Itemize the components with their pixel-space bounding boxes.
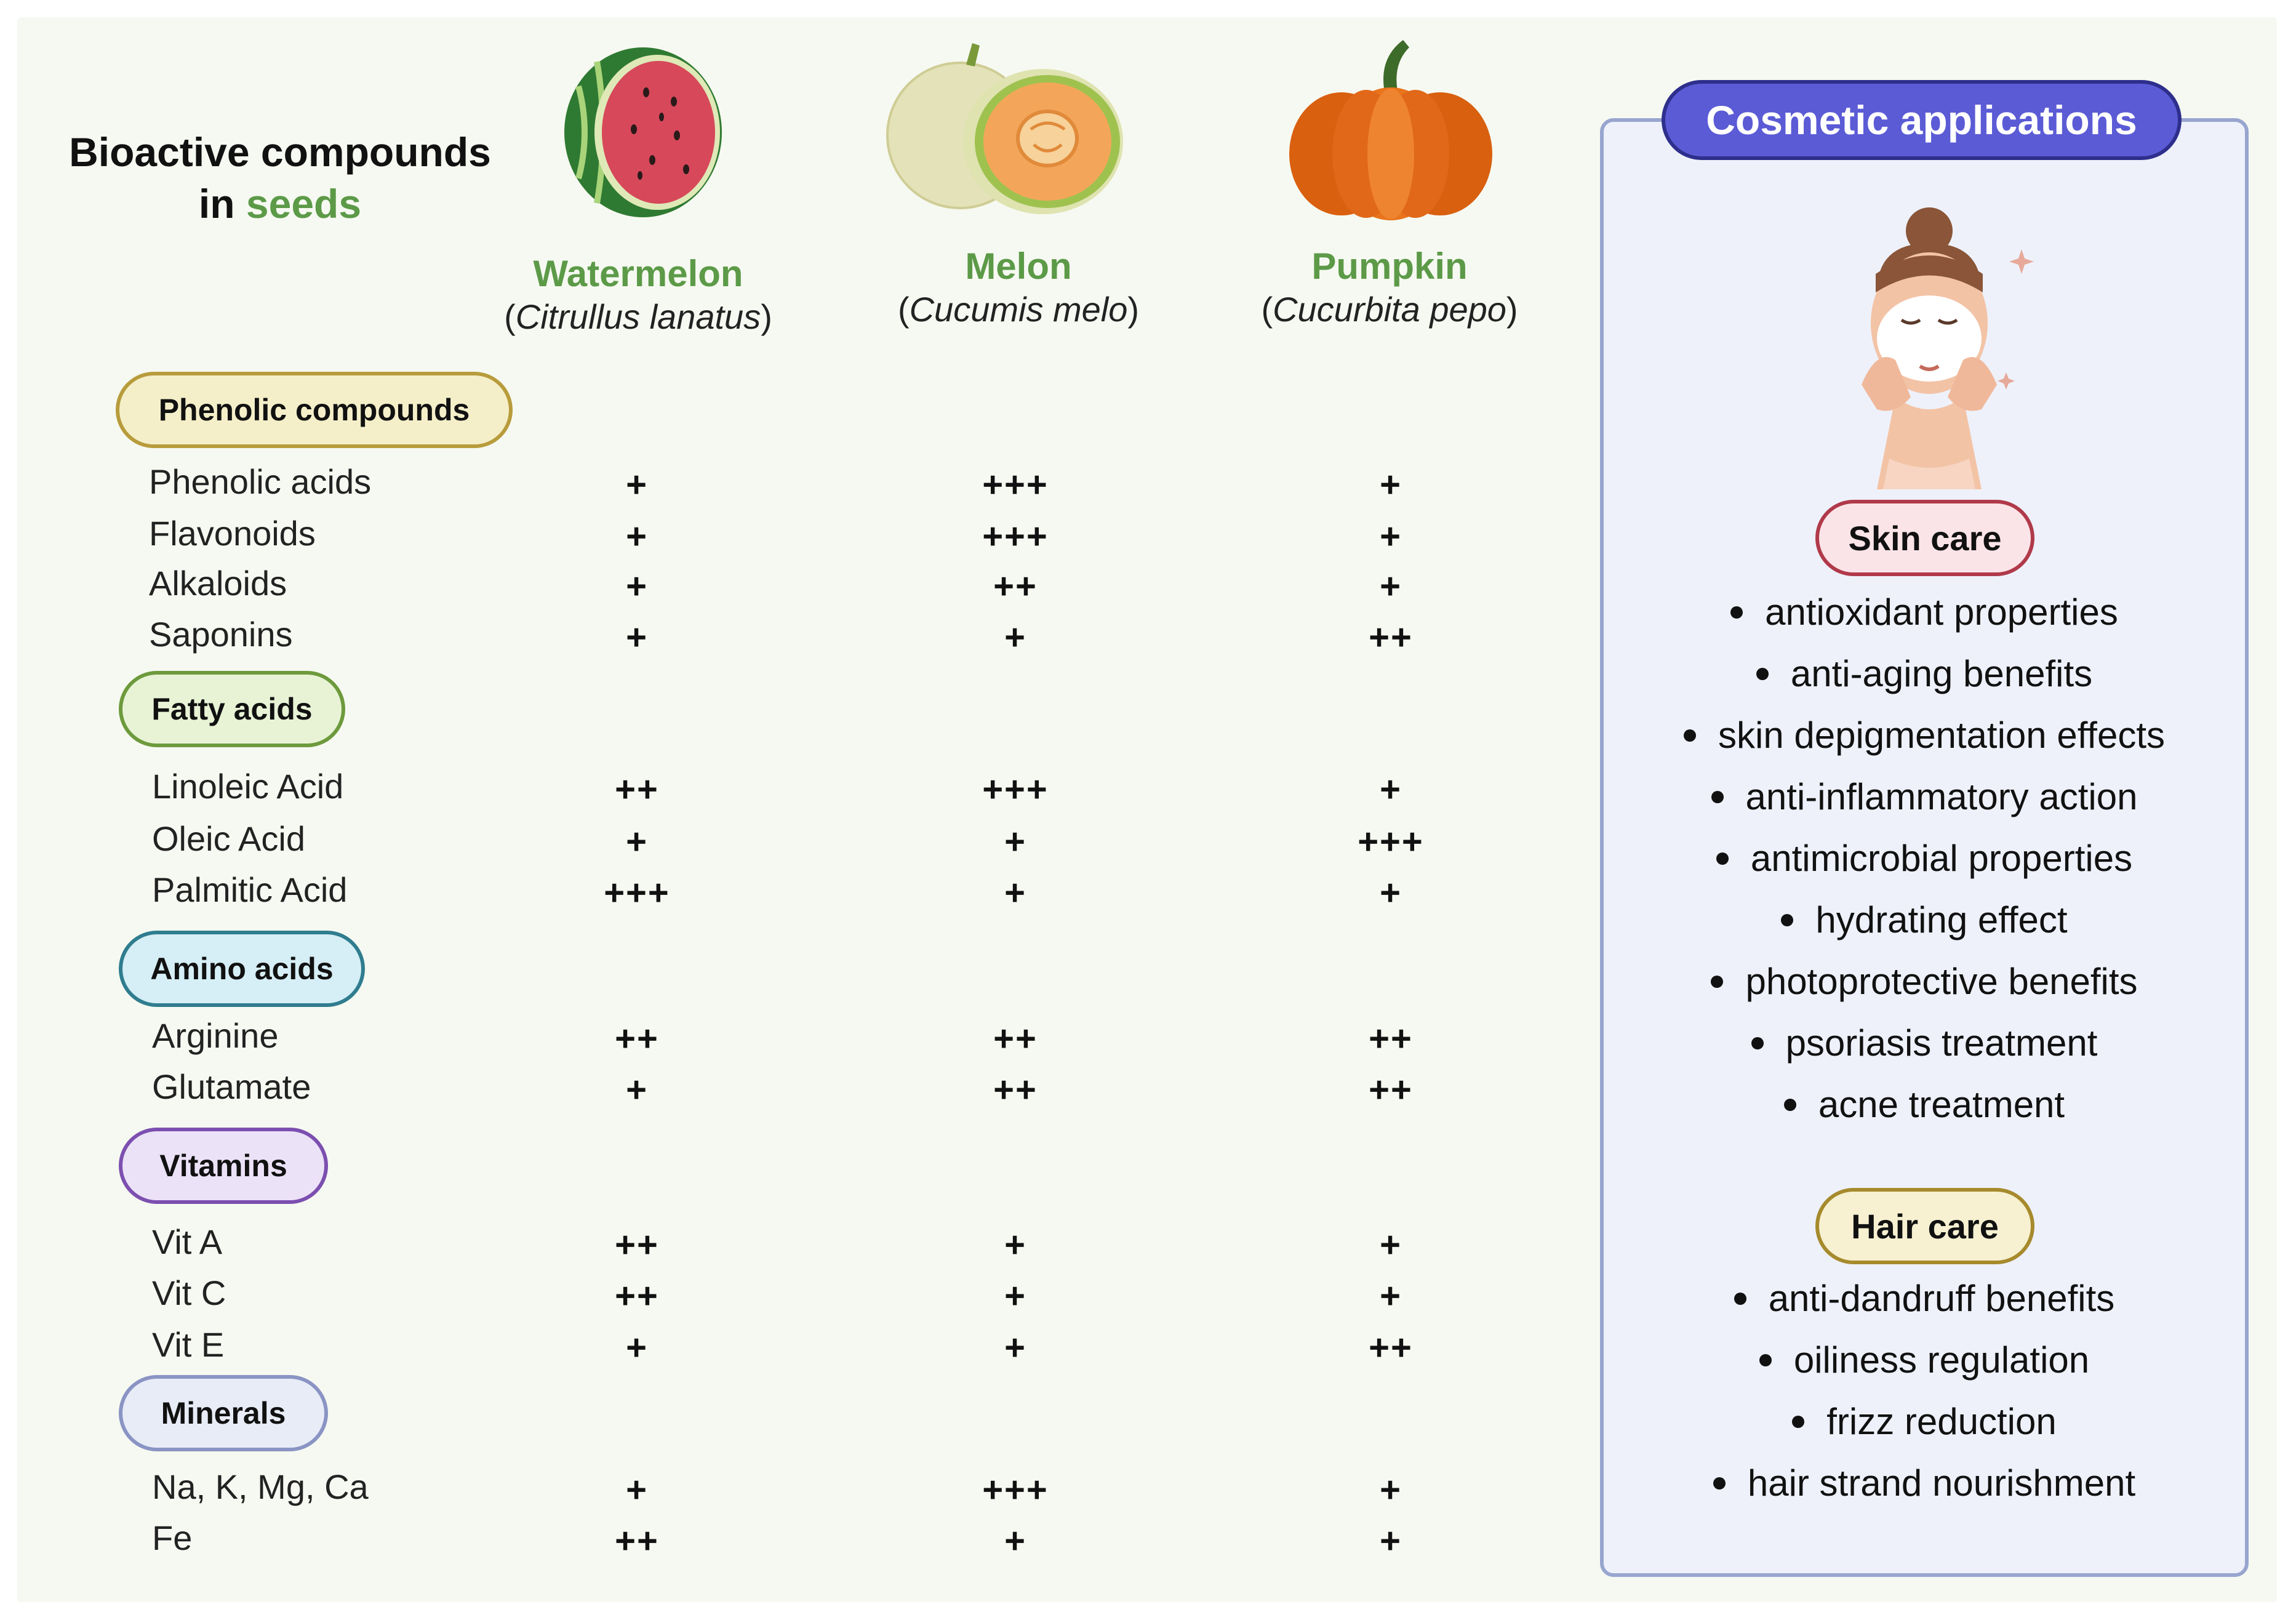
compound-label: Flavonoids [149,514,316,553]
application-text: anti-aging benefits [1790,653,2093,694]
abundance-value: + [1004,1328,1026,1368]
abundance-value: + [626,1470,648,1510]
watermelon-illustration [554,43,732,222]
fruit-scientific-name: Cucurbita pepo [1273,290,1506,329]
abundance-value: ++ [615,1225,659,1265]
group-label: Vitamins [119,1128,328,1204]
hair-care-label: Hair care [1815,1188,2034,1264]
abundance-value: ++ [1369,617,1413,657]
bullet-icon [1751,1037,1764,1049]
abundance-value: + [1380,1225,1402,1265]
title-line2 [55,178,505,230]
group-label: Phenolic compounds [116,372,513,448]
abundance-value: + [626,566,648,606]
fruit-name-watermelon: Watermelon [533,253,743,294]
compound-label: Linoleic Acid [152,767,344,806]
application-text: acne treatment [1818,1084,2065,1125]
compound-label: Vit C [152,1273,226,1312]
cosmetic-applications-title: Cosmetic applications [1662,80,2182,160]
application-text: antioxidant properties [1765,591,2118,633]
application-item [1600,652,2249,695]
melon-illustration [886,37,1132,222]
application-item [1600,1400,2249,1443]
abundance-value: +++ [982,769,1049,809]
fruit-scientific-watermelon: (Citrullus lanatus) [504,297,772,336]
abundance-value: + [1004,1276,1026,1316]
compound-label: Vit A [152,1222,223,1261]
abundance-value: + [1380,566,1402,606]
application-text: psoriasis treatment [1785,1022,2098,1064]
bullet-icon [1781,914,1793,926]
bullet-icon [1756,668,1769,680]
fruit-scientific-melon: (Cucumis melo) [897,290,1140,329]
face-care-illustration [1803,200,2062,489]
application-item [1600,837,2249,880]
bullet-icon [1684,729,1696,742]
application-text: hair strand nourishment [1747,1462,2136,1504]
abundance-value: ++ [1369,1019,1413,1059]
bullet-icon [1711,791,1724,803]
compound-label: Arginine [152,1016,279,1055]
abundance-value: + [1380,1521,1402,1561]
abundance-value: + [1380,516,1402,556]
abundance-value: + [626,1070,648,1110]
application-item [1600,1083,2249,1126]
compound-label: Phenolic acids [149,462,372,501]
bullet-icon [1711,976,1723,988]
bullet-icon [1734,1293,1746,1305]
abundance-value: + [1004,822,1026,862]
application-text: frizz reduction [1826,1401,2057,1442]
compound-label: Saponins [149,615,293,654]
application-item [1600,1277,2249,1320]
compound-label: Glutamate [152,1067,311,1106]
application-item [1600,960,2249,1003]
abundance-value: + [1004,1521,1026,1561]
abundance-value: + [1380,1470,1402,1510]
abundance-value: +++ [1358,822,1424,862]
bullet-icon [1713,1477,1726,1490]
application-item [1600,1022,2249,1064]
abundance-value: + [626,822,648,862]
application-text: hydrating effect [1815,899,2068,940]
abundance-value: ++ [615,1276,659,1316]
abundance-value: + [1380,1276,1402,1316]
bullet-icon [1716,852,1729,865]
abundance-value: + [626,465,648,505]
bullet-icon [1792,1416,1804,1428]
abundance-value: ++ [993,1070,1038,1110]
bullet-icon [1730,606,1743,619]
fruit-scientific-name: Cucumis melo [909,290,1128,329]
abundance-value: + [1004,1225,1026,1265]
fruit-scientific-name: Citrullus lanatus [515,297,761,336]
abundance-value: + [1380,873,1402,913]
abundance-value: + [1004,617,1026,657]
fruit-name-pumpkin: Pumpkin [1311,246,1468,287]
compound-label: Oleic Acid [152,819,305,858]
compound-label: Fe [152,1518,193,1557]
application-text: antimicrobial properties [1750,838,2133,879]
title-line1: Bioactive compounds [69,129,491,175]
compound-label: Palmitic Acid [152,870,348,909]
abundance-value: + [1380,769,1402,809]
abundance-value: + [626,1328,648,1368]
application-item [1600,899,2249,941]
abundance-value: ++ [993,566,1038,606]
application-text: photoprotective benefits [1745,961,2138,1002]
bullet-icon [1759,1354,1772,1366]
application-item [1600,1339,2249,1381]
abundance-value: + [1380,465,1402,505]
title-line2-prefix: in [198,181,235,227]
group-label: Amino acids [119,931,365,1007]
abundance-value: ++ [615,1019,659,1059]
figure-title [55,126,505,230]
bullet-icon [1784,1099,1796,1111]
application-item [1600,776,2249,818]
abundance-value: ++ [993,1019,1038,1059]
application-item [1600,714,2249,756]
compound-label: Na, K, Mg, Ca [152,1467,369,1506]
fruit-name-melon: Melon [965,246,1072,287]
application-text: oiliness regulation [1793,1339,2090,1381]
compound-label: Alkaloids [149,564,287,603]
abundance-value: + [626,516,648,556]
application-item [1600,1462,2249,1504]
abundance-value: + [626,617,648,657]
abundance-value: ++ [615,769,659,809]
abundance-value: ++ [615,1521,659,1561]
skin-care-label: Skin care [1815,500,2034,576]
application-text: anti-inflammatory action [1745,776,2138,817]
abundance-value: ++ [1369,1070,1413,1110]
abundance-value: +++ [982,1470,1049,1510]
compound-label: Vit E [152,1325,225,1364]
title-line2-highlight: seeds [246,181,362,227]
pumpkin-illustration [1286,34,1495,225]
fruit-scientific-pumpkin: (Cucurbita pepo) [1261,290,1518,329]
abundance-value: +++ [604,873,670,913]
application-item [1600,591,2249,633]
abundance-value: ++ [1369,1328,1413,1368]
group-label: Fatty acids [119,671,345,747]
application-text: skin depigmentation effects [1718,715,2165,756]
group-label: Minerals [119,1375,328,1451]
application-text: anti-dandruff benefits [1768,1278,2115,1319]
abundance-value: +++ [982,516,1049,556]
abundance-value: +++ [982,465,1049,505]
abundance-value: + [1004,873,1026,913]
